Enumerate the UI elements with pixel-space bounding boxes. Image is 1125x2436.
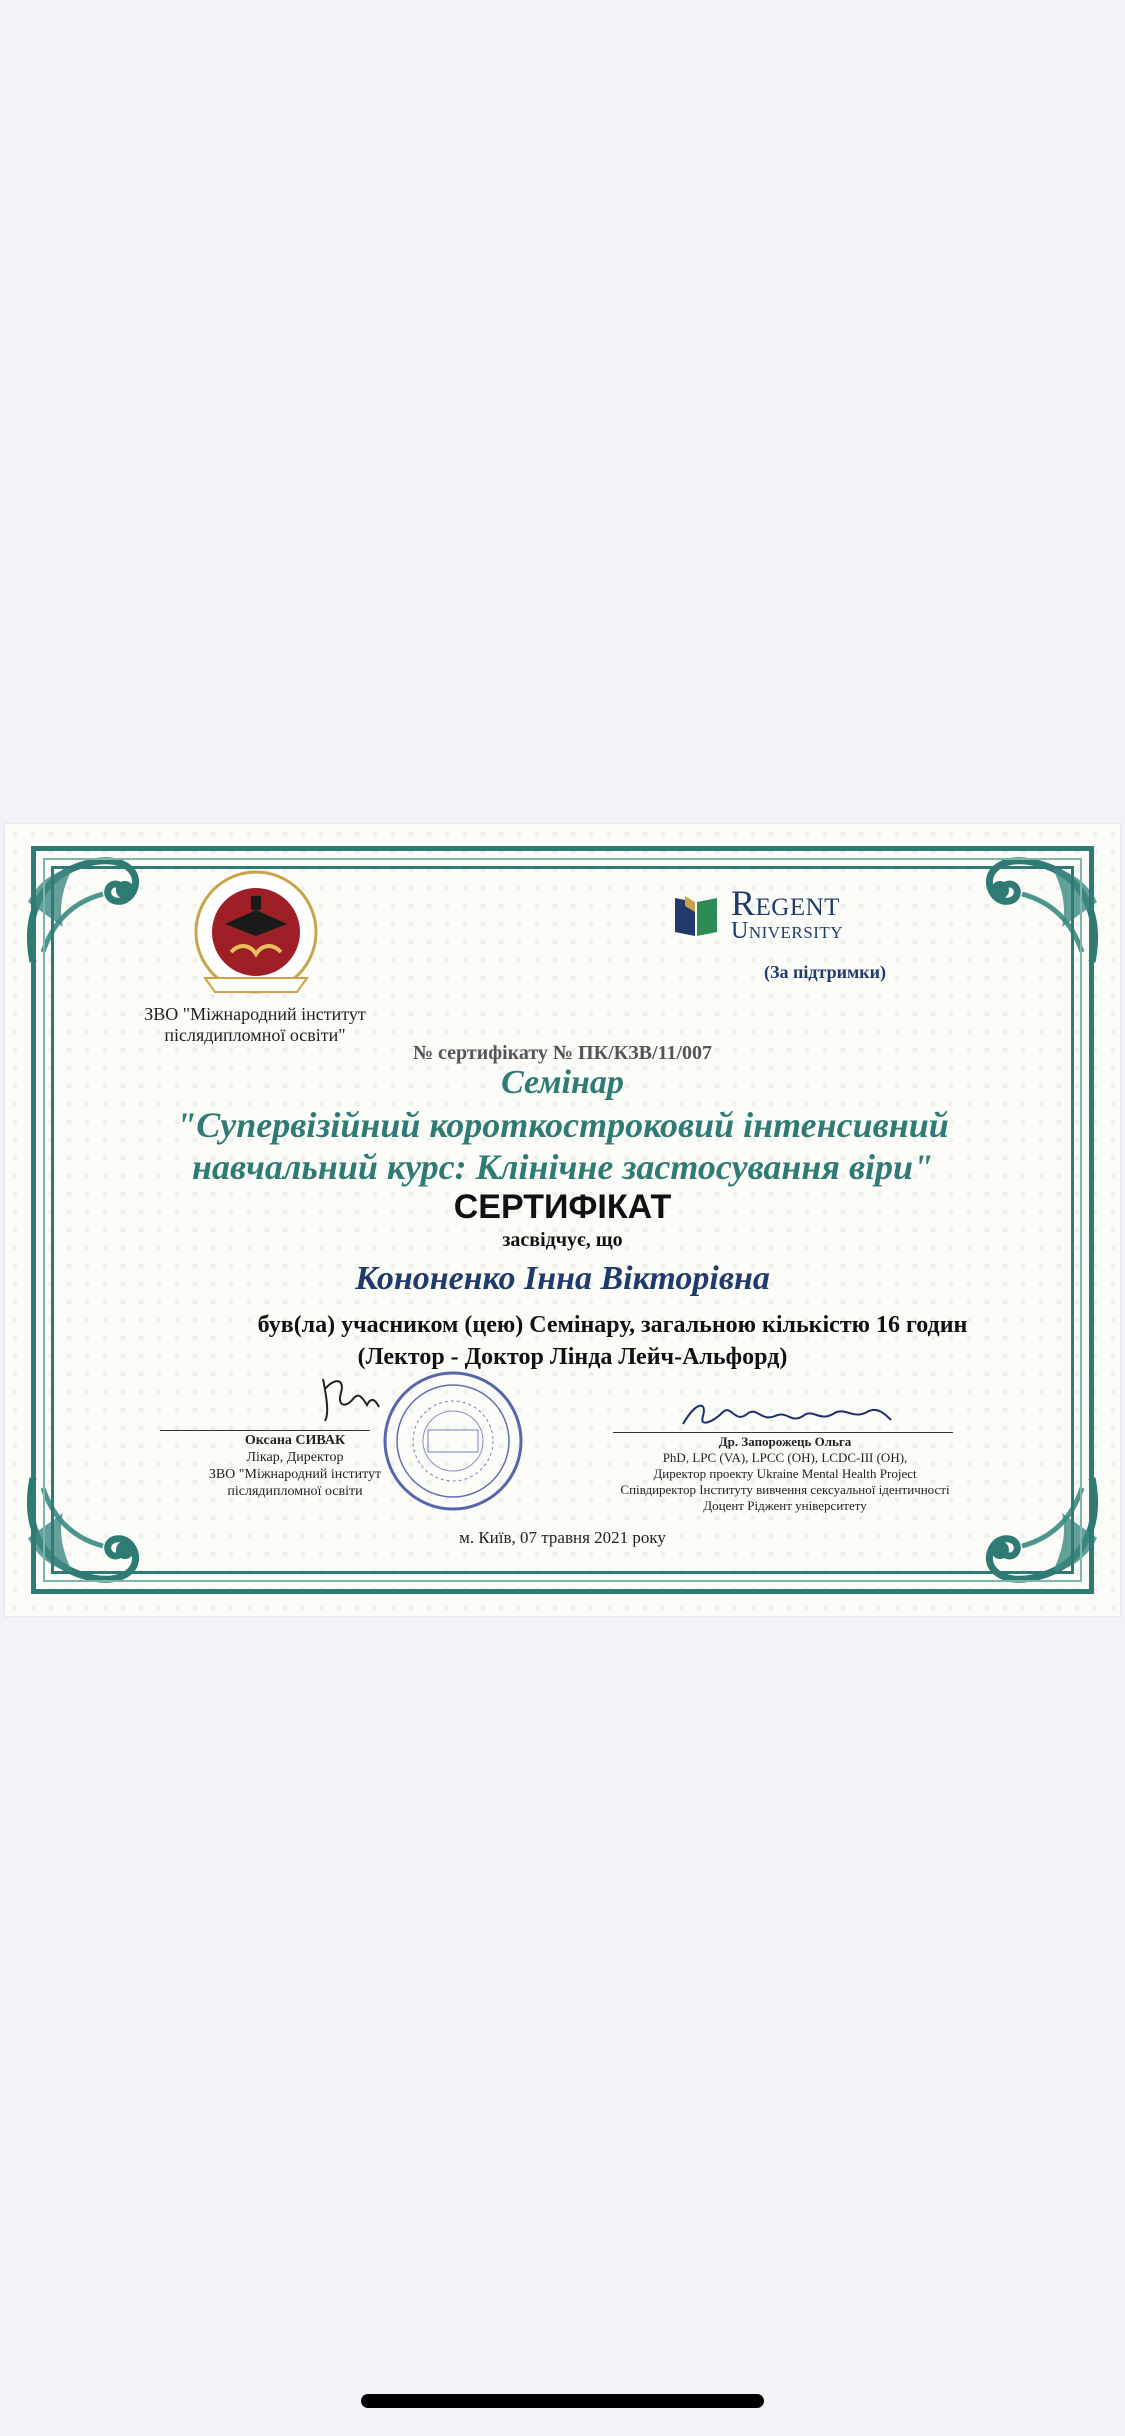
institution-name-line2: післядипломної освіти" xyxy=(164,1025,346,1045)
right-signatory-line2: Директор проекту Ukraine Mental Health Project xyxy=(653,1466,917,1481)
regent-name-line2: University xyxy=(731,918,844,944)
recipient-name: Кононенко Інна Вікторівна xyxy=(355,1260,770,1297)
participation-text: був(ла) учасником (цею) Семінару, загальною кількістю 16 годин xyxy=(257,1312,968,1338)
course-title-line1: "Супервізійний короткостроковий інтенсивний xyxy=(176,1105,949,1145)
left-signatory-line2: ЗВО "Міжнародний інститут xyxy=(208,1467,382,1482)
institute-seal-logo xyxy=(185,866,327,1008)
place-date: м. Київ, 07 травня 2021 року xyxy=(459,1528,666,1547)
lecturer-text: (Лектор - Доктор Лінда Лейч-Альфорд) xyxy=(357,1344,788,1370)
official-stamp xyxy=(380,1368,526,1514)
certifies-text: засвідчує, що xyxy=(502,1229,623,1251)
event-type: Семінар xyxy=(501,1064,624,1101)
certificate-number: № сертифікату № ПК/КЗВ/11/007 xyxy=(412,1042,713,1064)
signature-left xyxy=(315,1369,385,1429)
regent-university-logo xyxy=(673,882,913,952)
course-title-line2: навчальний курс: Клінічне застосування віри" xyxy=(191,1147,934,1187)
right-signatory-line4: Доцент Ріджент університету xyxy=(703,1498,867,1513)
certificate xyxy=(5,824,1120,1616)
right-signatory-line1: PhD, LPC (VA), LPCC (OH), LCDC-III (OH), xyxy=(662,1450,908,1465)
regent-name-line1: Regent xyxy=(731,883,840,923)
right-signatory-name: Др. Запорожець Ольга xyxy=(718,1434,852,1449)
institution-name xyxy=(95,1004,415,1046)
signature-line-left xyxy=(160,1430,370,1431)
signature-right xyxy=(677,1394,897,1434)
home-indicator[interactable] xyxy=(361,2394,764,2408)
left-signatory xyxy=(195,1432,395,1500)
institution-name-line1: ЗВО "Міжнародний інститут xyxy=(144,1004,366,1024)
right-signatory xyxy=(565,1434,1005,1514)
left-signatory-name: Оксана СИВАК xyxy=(244,1433,346,1448)
right-signatory-line3: Співдиректор Інституту вивчення сексуальної ідентичності xyxy=(620,1482,950,1497)
book-icon xyxy=(673,892,719,938)
left-signatory-line1: Лікар, Директор xyxy=(246,1450,344,1465)
certificate-heading: СЕРТИФІКАТ xyxy=(453,1188,672,1226)
left-signatory-line3: післядипломної освіти xyxy=(227,1484,363,1499)
support-label: (За підтримки) xyxy=(764,962,886,982)
